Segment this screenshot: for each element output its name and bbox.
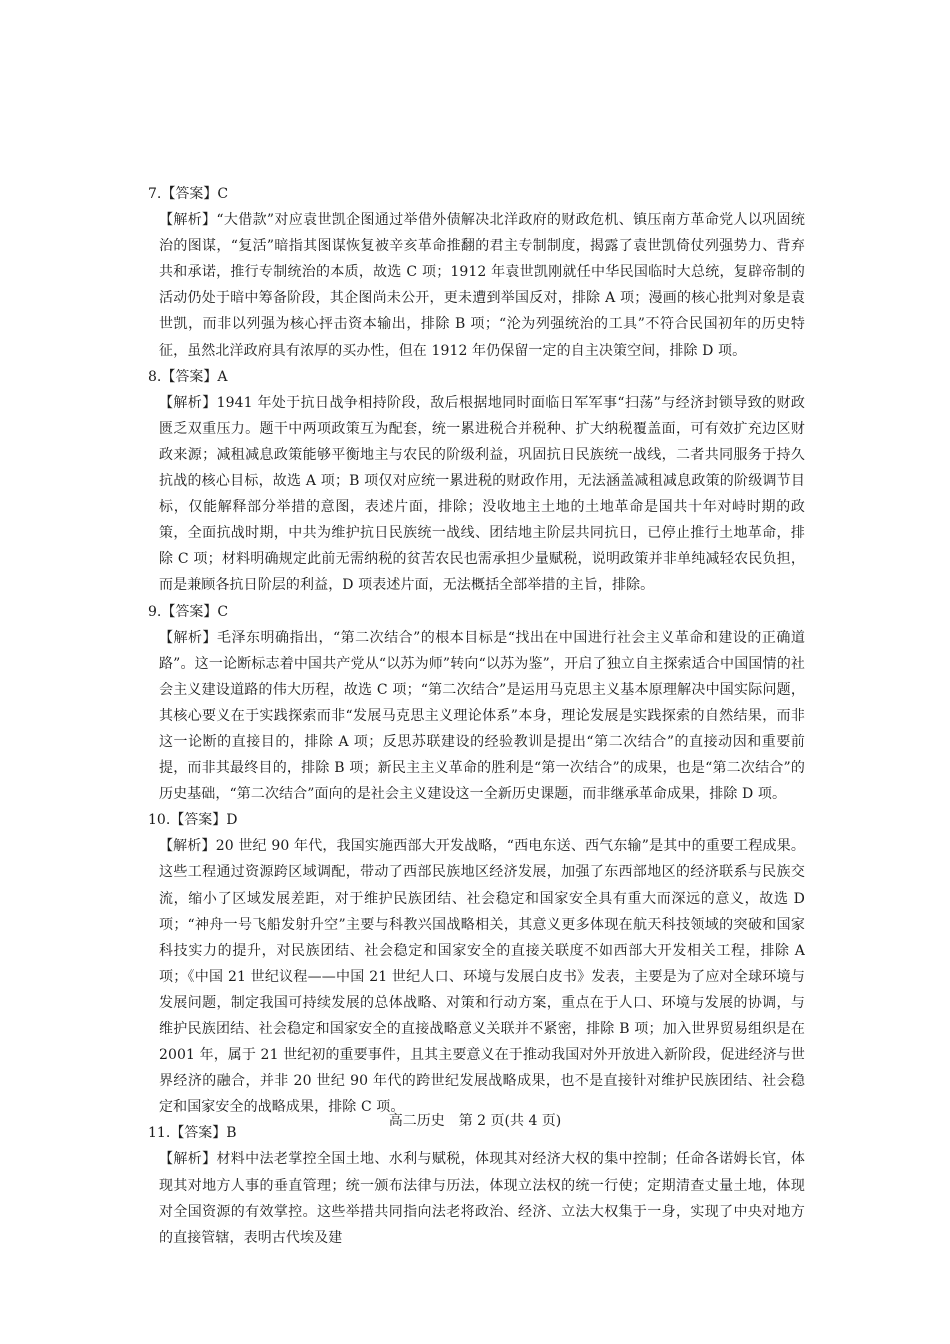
answer-line: 8.【答案】A <box>148 368 228 385</box>
analysis-paragraph: 【解析】20 世纪 90 年代，我国实施西部大开发战略，“西电东送、西气东输”是其中的重要工程成果。这些工程通过资源跨区域调配，带动了西部民族地区经济发展，加强了东西部地区的经济联系与民族交流，缩小了区域发展差距，对于维护民族团结、社会稳定和国家安全具有重大而深远的意义，故选 D 项；“神舟一号飞船发射升空”主要与科教兴国战略相关，其意义更多体现在航天科技领域的突破和国家科技实力的提升，对民族团结、社会稳定和国家安全的直接关联度不如西部大开发相关工程，排除 A 项；《中国 21 世纪议程——中国 21 世纪人口、环境与发展白皮书》发表，主要是为了应对全球环境与发展问题，制定我国可持续发展的总体战略、对策和行动方案，重点在于人口、环境与发展的协调，与维护民族团结、社会稳定和国家安全的直接战略意义关联并不紧密，排除 B 项；加入世界贸易组织是在 2001 年，属于 21 世纪初的重要事件，且其主要意义在于推动我国对外开放进入新阶段，促进经济与世界经济的融合，并非 20 世纪 90 年代的跨世纪发展战略成果，也不是直接针对维护民族团结、社会稳定和国家安全的战略成果，排除 C 项。 <box>159 838 805 1116</box>
answer-line: 7.【答案】C <box>148 186 229 202</box>
answer-line: 10.【答案】D <box>148 812 238 829</box>
analysis-paragraph: 【解析】材料中法老掌控全国土地、水利与赋税，体现其对经济大权的集中控制；任命各诺姆长官，体现其对地方人事的垂直管理；统一颁布法律与历法，体现立法权的统一行使；定期清查丈量土地，体现对全国资源的有效掌控。这些举措共同指向法老将政治、经济、立法大权集于一身，实现了中央对地方的直接管辖，表明古代埃及建 <box>159 1151 805 1246</box>
answer-line: 9.【答案】C <box>148 603 229 620</box>
question-8 <box>148 364 805 599</box>
analysis-paragraph: 【解析】“大借款”对应袁世凯企图通过举借外债解决北洋政府的财政危机、镇压南方革命党人以巩固统治的图谋，“复活”暗指其图谋恢复被辛亥革命推翻的君主专制制度，揭露了袁世凯倚仗列强势力、背弃共和承诺，推行专制统治的本质，故选 C 项；1912 年袁世凯刚就任中华民国临时大总统，复辟帝制的活动仍处于暗中筹备阶段，其企图尚未公开，更未遭到举国反对，排除 A 项；漫画的核心批判对象是袁世凯，而非以列强为核心抨击资本输出，排除 B 项；“沦为列强统治的工具”不符合民国初年的历史特征，虽然北洋政府具有浓厚的买办性，但在 1912 年仍保留一定的自主决策空间，排除 D 项。 <box>159 212 805 359</box>
question-10 <box>148 807 805 1120</box>
answer-key-content <box>148 181 805 1251</box>
question-9 <box>148 599 805 808</box>
analysis-paragraph: 【解析】1941 年处于抗日战争相持阶段，敌后根据地同时面临日军军事“扫荡”与经济封锁导致的财政匮乏双重压力。题干中两项政策互为配套，统一累进税合并税种、扩大纳税覆盖面，可有效扩充边区财政来源；减租减息政策能够平衡地主与农民的阶级利益，巩固抗日民族统一战线，二者共同服务于持久抗战的核心目标，故选 A 项；B 项仅对应统一累进税的财政作用，无法涵盖减租减息政策的阶级调节目标，仅能解释部分举措的意图，表述片面，排除；没收地主土地的土地革命是国共十年对峙时期的政策，全面抗战时期，中共为维护抗日民族统一战线、团结地主阶层共同抗日，已停止推行土地革命，排除 C 项；材料明确规定此前无需纳税的贫苦农民也需承担少量赋税，说明政策并非单纯减轻农民负担，而是兼顾各抗日阶层的利益，D 项表述片面，无法概括全部举措的主旨，排除。 <box>159 394 805 594</box>
question-11 <box>148 1120 805 1250</box>
analysis-paragraph: 【解析】毛泽东明确指出，“第二次结合”的根本目标是“找出在中国进行社会主义革命和建设的正确道路”。这一论断标志着中国共产党从“以苏为师”转向“以苏为鉴”，开启了独立自主探索适合中国国情的社会主义建设道路的伟大历程，故选 C 项；“第二次结合”是运用马克思主义基本原理解决中国实际问题，其核心要义在于实践探索而非“发展马克思主义理论体系”本身，理论发展是实践探索的自然结果，而非这一论断的直接目的，排除 A 项；反思苏联建设的经验教训是提出“第二次结合”的直接动因和重要前提，而非其最终目的，排除 B 项；新民主主义革命的胜利是“第一次结合”的成果，也是“第二次结合”的历史基础，“第二次结合”面向的是社会主义建设这一全新历史课题，而非继承革命成果，排除 D 项。 <box>159 629 805 803</box>
answer-line: 11.【答案】B <box>148 1125 237 1142</box>
question-7 <box>148 181 805 364</box>
page-footer: 高二历史 第 2 页(共 4 页) <box>388 1113 562 1129</box>
